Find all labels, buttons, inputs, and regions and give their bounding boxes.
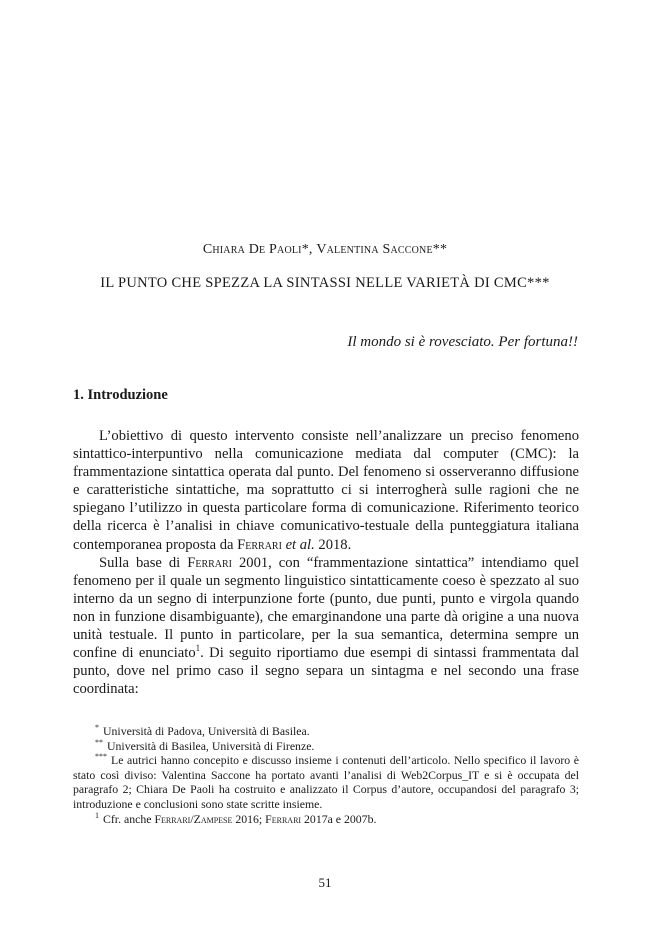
citation-author: Ferrari bbox=[237, 536, 282, 553]
paragraph-text: . Di seguito riportiamo due esempi di sintassi frammentata dal punto, dove nel primo caso il segno separa un sintagma e nel secondo una frase coordinata: bbox=[73, 645, 579, 698]
footnote-mark: * bbox=[95, 723, 99, 733]
footnote bbox=[73, 724, 579, 739]
authors-line bbox=[0, 242, 650, 258]
footnote bbox=[73, 739, 579, 754]
epigraph: Il mondo si è rovesciato. Per fortuna!! bbox=[347, 334, 578, 350]
section-heading: 1. Introduzione bbox=[73, 387, 168, 403]
citation-author: Ferrari bbox=[187, 554, 233, 571]
footnote-mark: ** bbox=[95, 737, 103, 747]
paragraph bbox=[73, 427, 579, 554]
author-footnote-mark: ** bbox=[432, 242, 448, 257]
footnote-text: 2017a e 2007b. bbox=[301, 811, 377, 826]
paragraph-text: L’obiettivo di questo intervento consiste nell’analizzare un preciso fenomeno sintattico-interpuntivo nella comunicazione mediata dal computer (CMC): la frammentazione sintattica operata dal punto. Del fenomeno si osserveranno diffusione e caratteristiche sintattiche, ma soprattutto ci si interrogherà sulle ragioni che ne spiegano l’utilizzo in questa particolare forma di comunicazione. Riferimento teorico della ricerca è l’analisi in chiave comunicativo-testuale della punteggiatura italiana contemporanea proposta da bbox=[73, 428, 579, 553]
body-text bbox=[73, 427, 579, 698]
footnote-mark: *** bbox=[95, 752, 107, 762]
author-name: Chiara De Paoli bbox=[202, 242, 302, 257]
citation-author: Ferrari/Zampese bbox=[154, 811, 233, 826]
author-footnote-mark: * bbox=[301, 242, 309, 257]
author-separator: , bbox=[308, 242, 317, 257]
footnote bbox=[73, 753, 579, 811]
citation-etal: et al. bbox=[285, 536, 315, 553]
footnote-text: 2016; bbox=[232, 811, 266, 826]
citation-author: Ferrari bbox=[265, 811, 302, 826]
footnote-mark: 1 bbox=[95, 810, 99, 820]
article-title: IL PUNTO CHE SPEZZA LA SINTASSI NELLE VARIETÀ DI CMC*** bbox=[100, 275, 550, 291]
paragraph-text: 2001, con “frammentazione sintattica” intendiamo quel fenomeno per il quale un segmento linguistico sintatticamente coeso è spezzato al suo interno da un segno di interpunzione forte (punto, due punti, punto e virgola quando non in funzione disambiguante), che emarginandone una parte dà origine a una nuova unità testuale. Il punto in particolare, per la sua semantica, determina sempre un confine di enunciato bbox=[73, 554, 580, 662]
author-name: Valentina Saccone bbox=[316, 242, 433, 257]
footnotes bbox=[73, 724, 579, 826]
page-number: 51 bbox=[318, 875, 332, 890]
footnote-text: Università di Basilea, Università di Firenze. bbox=[107, 738, 315, 753]
footnote-text: Cfr. anche bbox=[103, 811, 155, 826]
citation-year: 2018. bbox=[314, 536, 352, 553]
paragraph-text: Sulla base di bbox=[99, 554, 188, 571]
footnote-text: Le autrici hanno concepito e discusso insieme i contenuti dell’articolo. Nello specifico il lavoro è stato così diviso: Valentina Saccone ha portato avanti l’analisi di Web2Corpus_IT e si è occupata del paragrafo 2; Chiara De Paoli ha costruito e analizzato il Corpus d’autore, occupandosi del paragrafo 3; introduzione e conclusioni sono state scritte insieme. bbox=[73, 753, 579, 811]
footnote-reference: 1 bbox=[195, 643, 201, 654]
footnote bbox=[73, 812, 579, 827]
footnote-text: Università di Padova, Università di Basilea. bbox=[103, 724, 310, 738]
paragraph bbox=[73, 554, 579, 699]
